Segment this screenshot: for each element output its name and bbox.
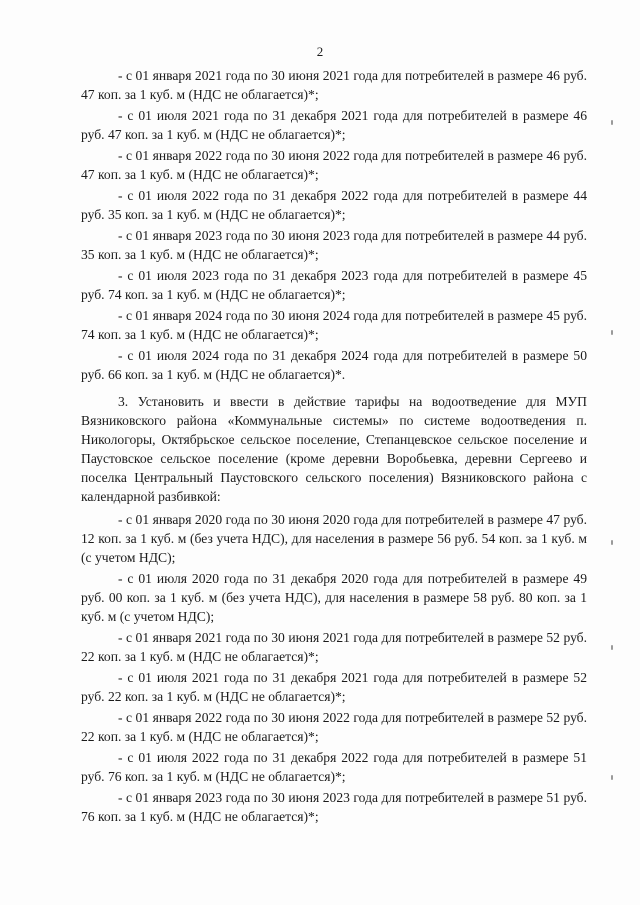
document-body	[81, 66, 587, 828]
tariff-item: - с 01 января 2022 года по 30 июня 2022 года для потребителей в размере 52 руб. 22 коп. за 1 куб. м (НДС не облагается)*;	[81, 710, 587, 744]
tariff-item: - с 01 января 2021 года по 30 июня 2021 года для потребителей в размере 52 руб. 22 коп. за 1 куб. м (НДС не облагается)*;	[81, 630, 587, 664]
tariff-item: - с 01 января 2023 года по 30 июня 2023 года для потребителей в размере 51 руб. 76 коп. за 1 куб. м (НДС не облагается)*;	[81, 790, 587, 824]
scan-artifact	[611, 330, 613, 335]
tariff-item: - с 01 июля 2022 года по 31 декабря 2022 года для потребителей в размере 44 руб. 35 коп. за 1 куб. м (НДС не облагается)*;	[81, 188, 587, 222]
tariff-item: - с 01 января 2022 года по 30 июня 2022 года для потребителей в размере 46 руб. 47 коп. за 1 куб. м (НДС не облагается)*;	[81, 148, 587, 182]
tariff-item: - с 01 июля 2020 года по 31 декабря 2020 года для потребителей в размере 49 руб. 00 коп. за 1 куб. м (без учета НДС), для населения в размере 58 руб. 80 коп. за 1 куб. м (с учетом НДС);	[81, 571, 587, 624]
scan-artifact	[611, 645, 613, 650]
tariff-item: - с 01 июля 2022 года по 31 декабря 2022 года для потребителей в размере 51 руб. 76 коп. за 1 куб. м (НДС не облагается)*;	[81, 750, 587, 784]
scan-artifact	[611, 540, 613, 545]
tariff-item: - с 01 января 2023 года по 30 июня 2023 года для потребителей в размере 44 руб. 35 коп. за 1 куб. м (НДС не облагается)*;	[81, 228, 587, 262]
page-number: 2	[316, 44, 324, 59]
tariff-item: - с 01 июля 2023 года по 31 декабря 2023 года для потребителей в размере 45 руб. 74 коп. за 1 куб. м (НДС не облагается)*;	[81, 268, 587, 302]
scan-artifact	[611, 775, 613, 780]
tariff-item: - с 01 января 2024 года по 30 июня 2024 года для потребителей в размере 45 руб. 74 коп. за 1 куб. м (НДС не облагается)*;	[81, 308, 587, 342]
tariff-item: - с 01 января 2020 года по 30 июня 2020 года для потребителей в размере 47 руб. 12 коп. за 1 куб. м (без учета НДС), для населения в размере 56 руб. 54 коп. за 1 куб. м (с учетом НДС);	[81, 512, 587, 565]
tariff-item: - с 01 июля 2021 года по 31 декабря 2021 года для потребителей в размере 46 руб. 47 коп. за 1 куб. м (НДС не облагается)*;	[81, 108, 587, 142]
scan-artifact	[611, 120, 613, 125]
tariff-item: - с 01 января 2021 года по 30 июня 2021 года для потребителей в размере 46 руб. 47 коп. за 1 куб. м (НДС не облагается)*;	[81, 68, 587, 102]
tariff-item: - с 01 июля 2024 года по 31 декабря 2024 года для потребителей в размере 50 руб. 66 коп. за 1 куб. м (НДС не облагается)*.	[81, 348, 587, 382]
section-3-paragraph: 3. Установить и ввести в действие тарифы на водоотведение для МУП Вязниковского района «Коммунальные системы» по системе водоотведения п. Никологоры, Октябрьское сельское поселение, Степанцевское сельское поселение и Паустовское сельское поселение (кроме деревни Воробьевка, деревни Сергеево и поселка Центральный Паустовского сельского поселения) Вязниковского района с календарной разбивкой:	[81, 394, 587, 504]
tariff-item: - с 01 июля 2021 года по 31 декабря 2021 года для потребителей в размере 52 руб. 22 коп. за 1 куб. м (НДС не облагается)*;	[81, 670, 587, 704]
